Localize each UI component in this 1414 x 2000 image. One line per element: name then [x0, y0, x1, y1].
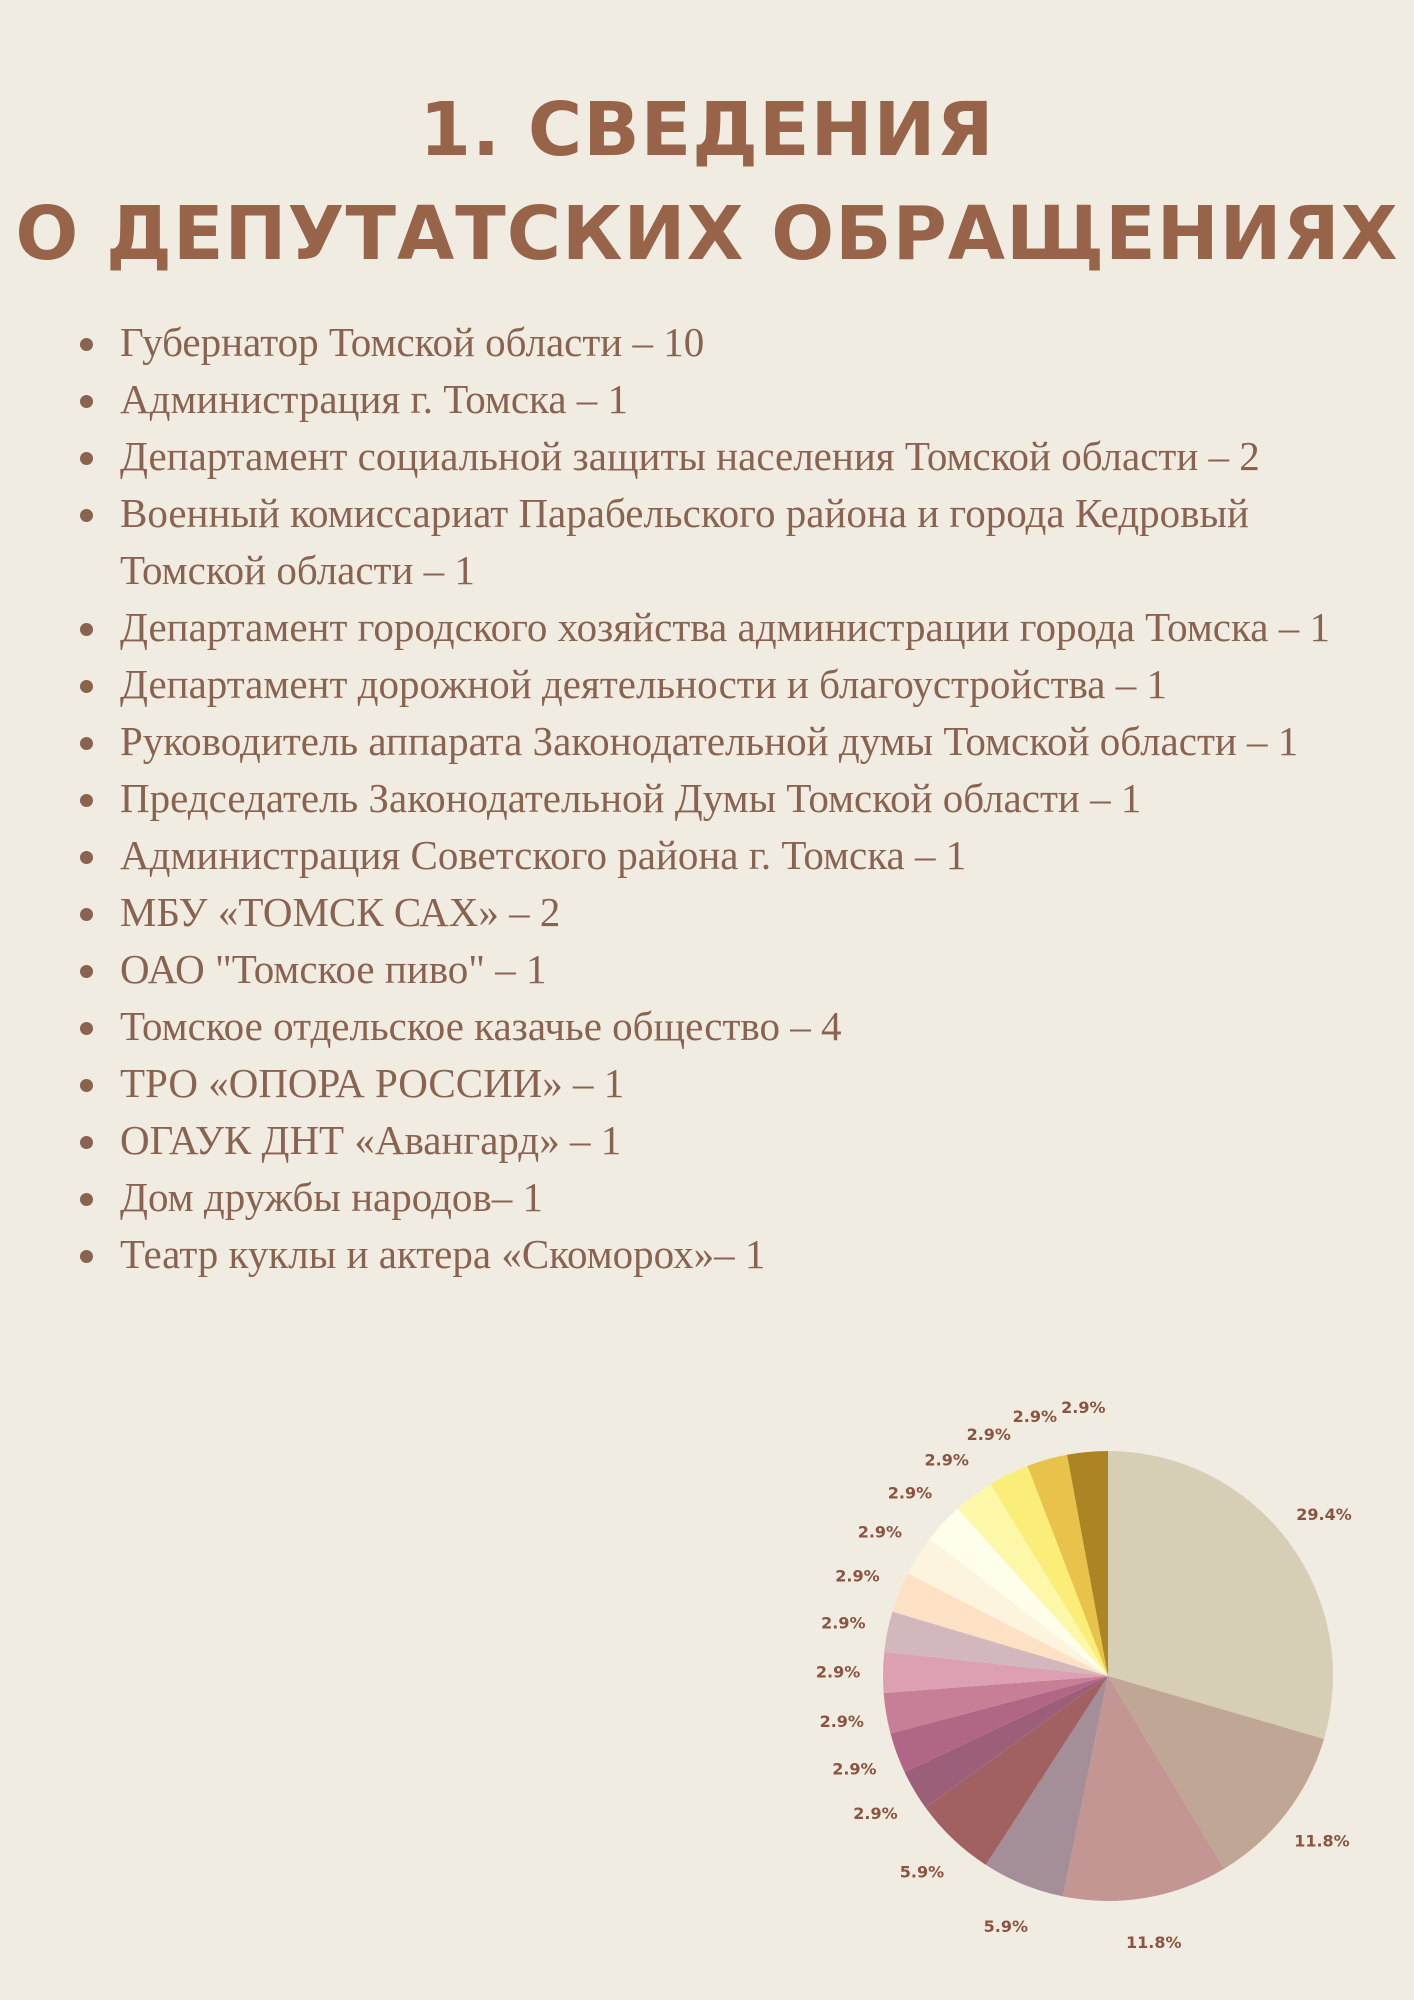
list-item: ТРО «ОПОРА РОССИИ» – 1 [72, 1055, 1402, 1112]
pie-slice-label: 2.9% [1012, 1407, 1058, 1427]
list-item: ОГАУК ДНТ «Авангард» – 1 [72, 1112, 1402, 1169]
pie-slice-label: 2.9% [821, 1613, 866, 1633]
pie-slice-label: 5.9% [899, 1862, 945, 1882]
list-item: Военный комиссариат Парабельского района и города Кедровый Томской области – 1 [72, 485, 1402, 599]
page-title [0, 78, 1414, 286]
list-item: Администрация Советского района г. Томска – 1 [72, 827, 1402, 884]
list-item: Томское отдельское казачье общество – 4 [72, 998, 1402, 1055]
list-item: Департамент городского хозяйства администрации города Томска – 1 [72, 599, 1402, 656]
pie-slice-label: 2.9% [853, 1804, 898, 1824]
pie-slice-label: 2.9% [966, 1424, 1011, 1444]
pie-slice-label: 2.9% [1061, 1398, 1106, 1418]
pie-slice-label: 2.9% [857, 1522, 903, 1542]
title-line-1: 1. СВЕДЕНИЯ [419, 87, 995, 173]
pie-slice-label: 2.9% [887, 1483, 933, 1503]
list-item: Губернатор Томской области – 10 [72, 314, 1402, 371]
list-item: Администрация г. Томска – 1 [72, 371, 1402, 428]
pie-slice-label: 11.8% [1126, 1933, 1182, 1953]
list-item: Театр куклы и актера «Скоморох»– 1 [72, 1226, 1402, 1283]
pie-slice-label: 2.9% [832, 1759, 877, 1779]
pie-slice-label: 29.4% [1296, 1505, 1352, 1525]
title-line-2: О ДЕПУТАТСКИХ ОБРАЩЕНИЯХ [15, 191, 1399, 277]
pie-slice-label: 2.9% [815, 1662, 861, 1682]
pie-slice-label: 2.9% [819, 1711, 864, 1731]
pie-slice-label: 11.8% [1294, 1831, 1350, 1851]
list-item: Департамент дорожной деятельности и благоустройства – 1 [72, 656, 1402, 713]
list-item: МБУ «ТОМСК САХ» – 2 [72, 884, 1402, 941]
pie-slice-label: 2.9% [835, 1566, 880, 1586]
list-item: ОАО "Томское пиво" – 1 [72, 941, 1402, 998]
pie-slice-label: 5.9% [983, 1916, 1029, 1936]
pie-chart [815, 1398, 1380, 1970]
list-item: Департамент социальной защиты населения Томской области – 2 [72, 428, 1402, 485]
pie-slice-label: 2.9% [924, 1450, 969, 1470]
list-item: Председатель Законодательной Думы Томской области – 1 [72, 770, 1402, 827]
appeals-list [72, 314, 1402, 1283]
list-item: Руководитель аппарата Законодательной думы Томской области – 1 [72, 713, 1402, 770]
list-item: Дом дружбы народов– 1 [72, 1169, 1402, 1226]
